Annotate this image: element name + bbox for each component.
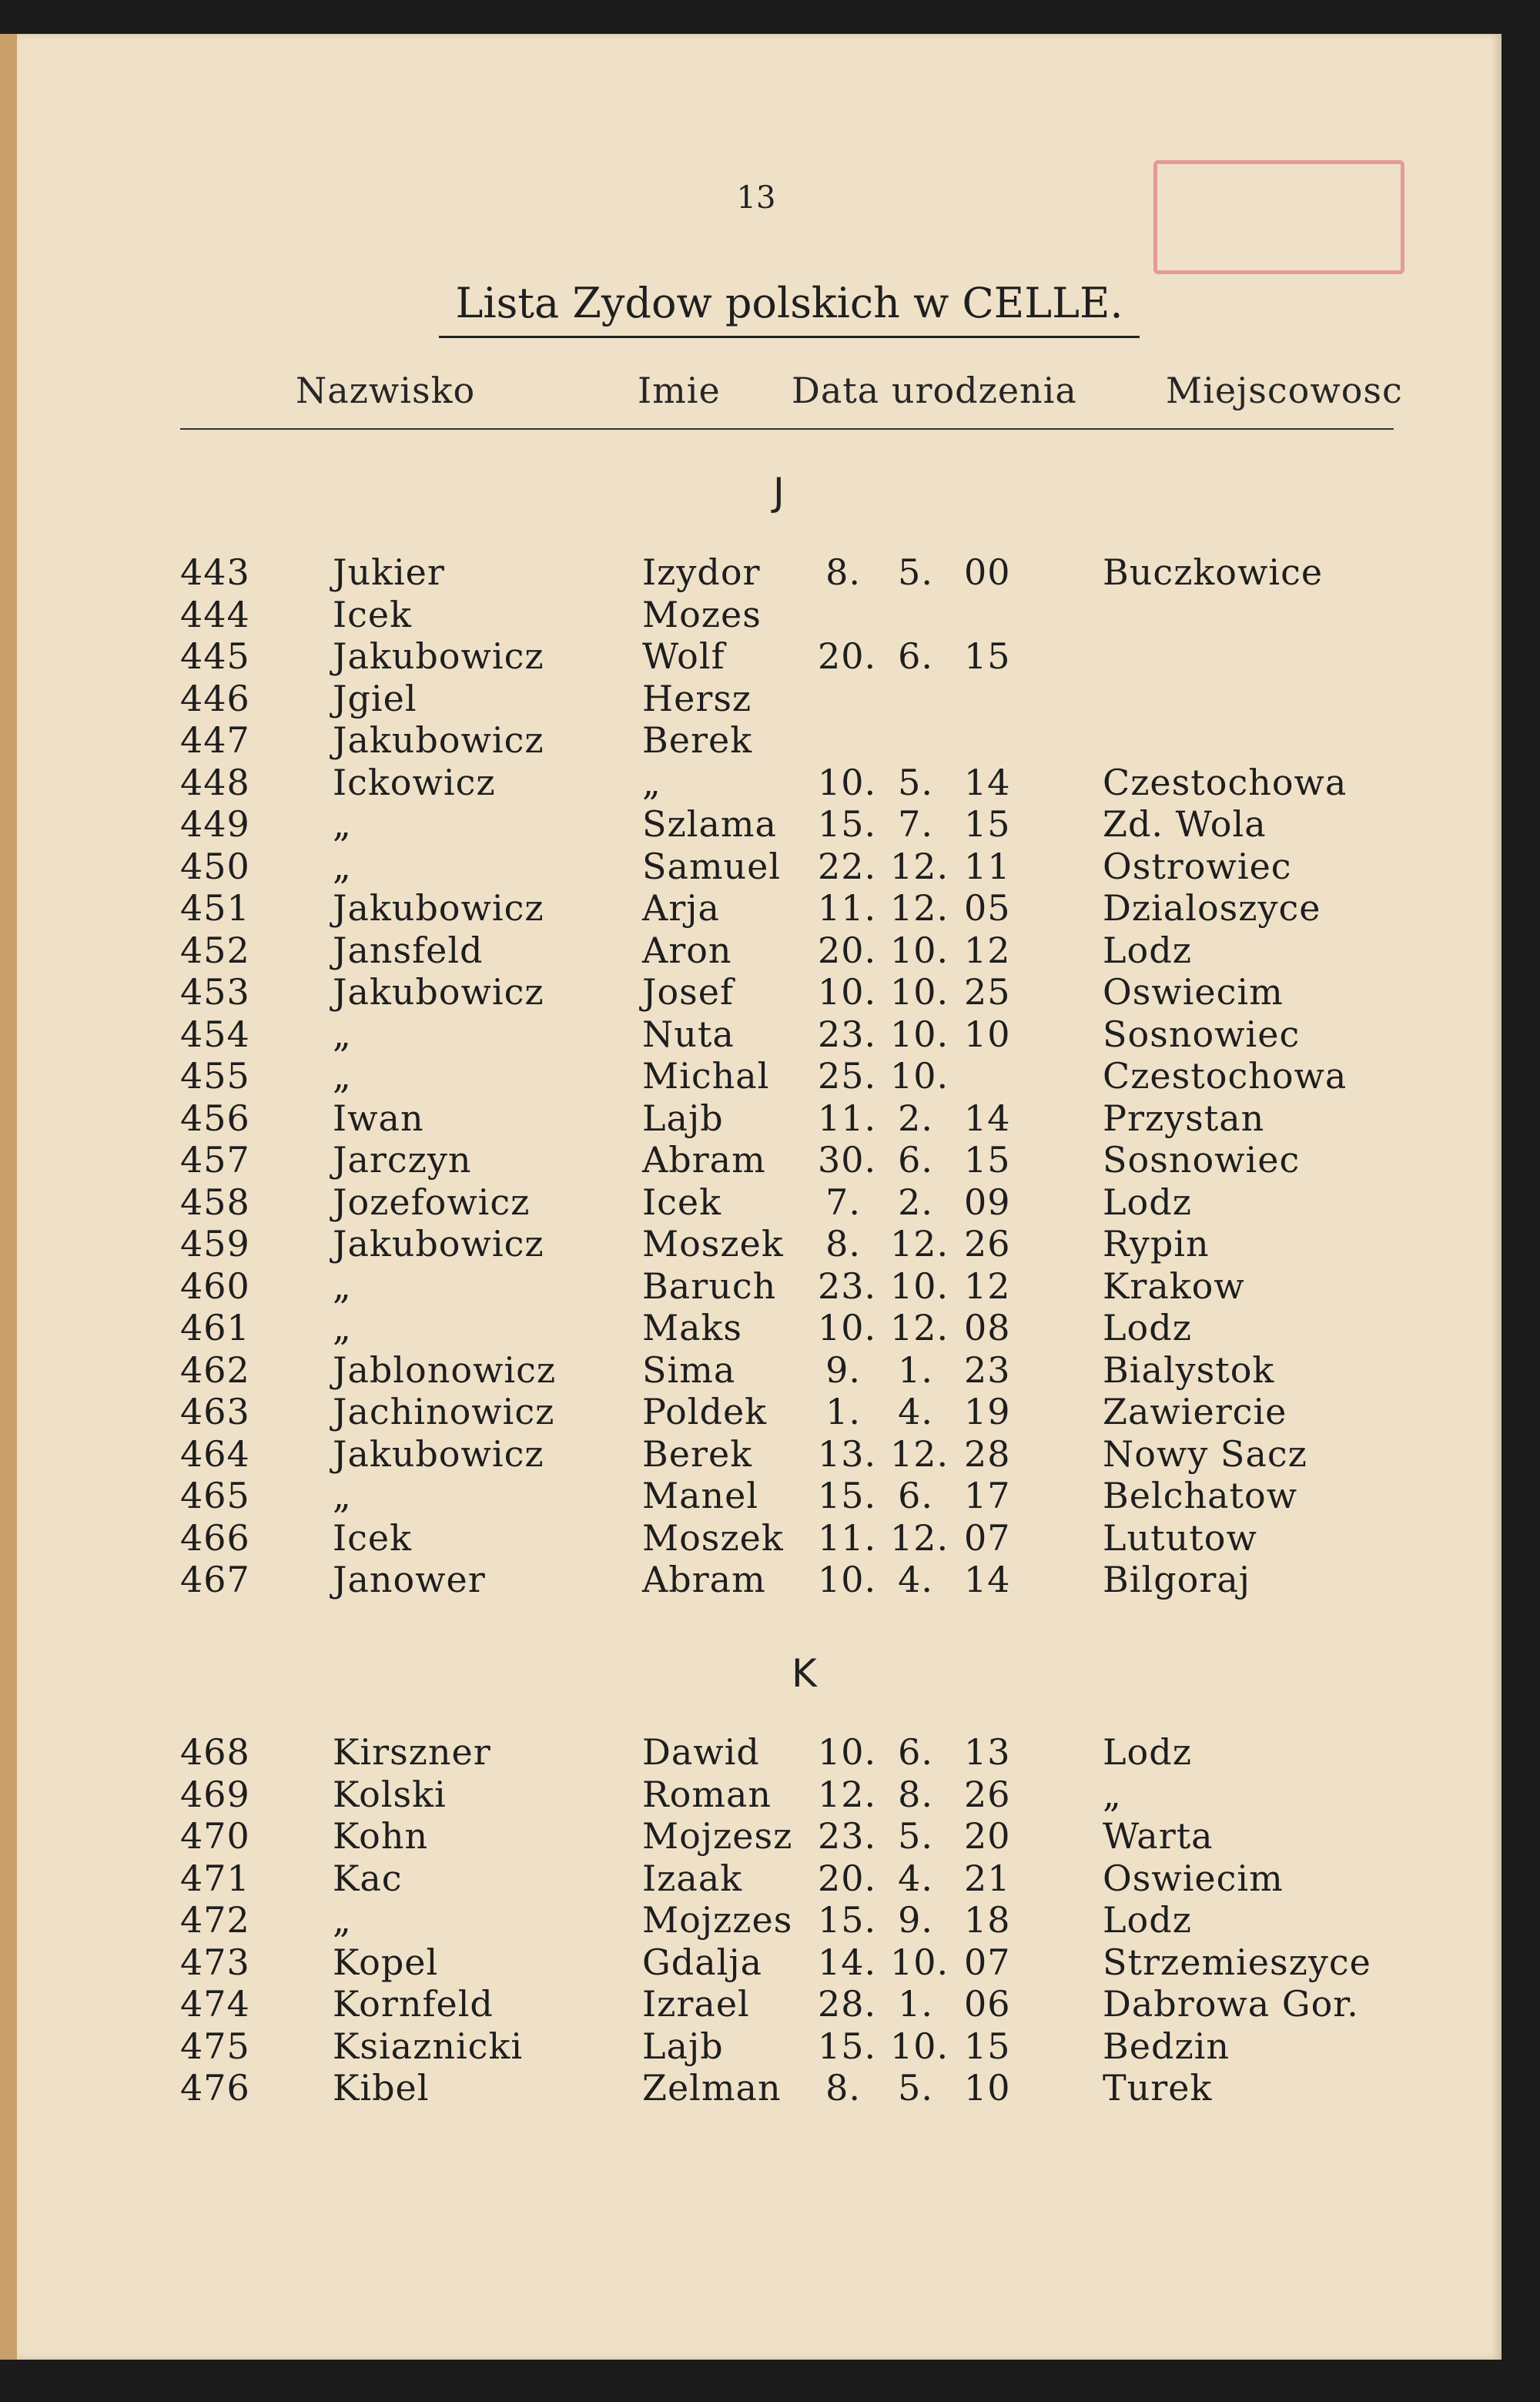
entry-birth-month: 5. <box>898 1815 933 1857</box>
table-row <box>17 1391 1518 1433</box>
entry-first-name: „ <box>642 761 661 803</box>
entry-first-name: Moszek <box>642 1223 784 1265</box>
entry-place: Oswiecim <box>1103 1857 1284 1899</box>
entry-birth-month: 10. <box>890 929 949 971</box>
entry-number: 466 <box>180 1516 250 1559</box>
entry-place: Buczkowice <box>1103 551 1324 593</box>
entry-surname: Jakubowicz <box>333 635 544 677</box>
table-row <box>17 551 1518 594</box>
entry-number: 470 <box>180 1815 250 1857</box>
entry-birth-day: 8. <box>825 551 861 593</box>
header-birth-date: Data urodzenia <box>792 370 1077 411</box>
entry-birth-day: 10. <box>818 1307 877 1348</box>
entry-birth-month: 6. <box>898 635 933 677</box>
entry-number: 465 <box>180 1475 250 1516</box>
entry-birth-day: 11. <box>818 1516 877 1559</box>
table-row <box>17 1899 1518 1941</box>
entry-number: 468 <box>180 1731 250 1773</box>
table-row <box>17 803 1518 846</box>
entry-birth-month: 12. <box>890 1432 949 1475</box>
entry-birth-day: 9. <box>825 1348 861 1391</box>
entry-surname: Ickowicz <box>333 761 496 803</box>
entry-surname: Jablonowicz <box>333 1348 557 1391</box>
entry-birth-month: 10. <box>890 2025 949 2067</box>
entry-birth-month: 5. <box>898 551 933 593</box>
entry-surname: „ <box>333 1899 352 1941</box>
entry-birth-day: 8. <box>825 1223 861 1265</box>
entry-surname: Jukier <box>333 551 445 593</box>
entry-birth-month: 7. <box>898 803 933 845</box>
entry-surname: „ <box>333 1055 352 1097</box>
entry-birth-month: 8. <box>898 1773 933 1815</box>
entry-birth-day: 14. <box>818 1941 877 1983</box>
entry-birth-day: 11. <box>818 887 877 929</box>
entry-place: Bedzin <box>1103 2025 1230 2067</box>
entry-first-name: Josef <box>642 971 734 1013</box>
entry-birth-day: 25. <box>818 1055 877 1097</box>
entry-birth-year: 06 <box>964 1983 1011 2025</box>
table-row <box>17 1265 1518 1308</box>
entry-birth-year: 14 <box>964 1097 1011 1139</box>
entry-birth-month: 6. <box>898 1139 933 1181</box>
entry-surname: Icek <box>333 593 413 635</box>
entry-first-name: Samuel <box>642 845 782 887</box>
archive-stamp-box <box>1153 160 1404 274</box>
entry-number: 451 <box>180 887 250 929</box>
entry-place: Lodz <box>1103 1731 1192 1773</box>
section-letter-j: J <box>773 470 785 514</box>
table-row <box>17 2067 1518 2109</box>
entry-place: Ostrowiec <box>1103 845 1292 887</box>
entry-number: 467 <box>180 1559 250 1600</box>
entry-first-name: Roman <box>642 1773 772 1815</box>
entry-birth-month: 12. <box>890 1223 949 1265</box>
entry-first-name: Manel <box>642 1475 759 1516</box>
entry-surname: „ <box>333 1013 352 1055</box>
entry-first-name: Wolf <box>642 635 725 677</box>
entry-birth-year: 15 <box>964 803 1011 845</box>
entry-place: Czestochowa <box>1103 761 1348 803</box>
entry-first-name: Maks <box>642 1307 743 1348</box>
entry-place: Lodz <box>1103 929 1192 971</box>
entry-first-name: Icek <box>642 1181 722 1223</box>
entry-birth-year: 05 <box>964 887 1011 929</box>
entry-birth-day: 10. <box>818 1731 877 1773</box>
entry-birth-day: 15. <box>818 1475 877 1516</box>
entry-surname: Jakubowicz <box>333 887 544 929</box>
entry-birth-day: 22. <box>818 845 877 887</box>
entry-first-name: Mojzesz <box>642 1815 793 1857</box>
entry-place: Dabrowa Gor. <box>1103 1983 1359 2025</box>
entry-birth-day: 23. <box>818 1815 877 1857</box>
header-divider <box>180 428 1394 430</box>
entry-place: Przystan <box>1103 1097 1265 1139</box>
entry-surname: „ <box>333 1475 352 1516</box>
entry-birth-year: 09 <box>964 1181 1011 1223</box>
entry-birth-year: 12 <box>964 1265 1011 1307</box>
table-row <box>17 1139 1518 1181</box>
page-number: 13 <box>736 180 776 216</box>
entry-birth-day: 20. <box>818 929 877 971</box>
page-title: Lista Zydow polskich w CELLE. <box>455 279 1123 327</box>
entry-surname: Iwan <box>333 1097 424 1139</box>
entry-number: 459 <box>180 1223 250 1265</box>
entry-place: Zawiercie <box>1103 1391 1287 1432</box>
entry-birth-month: 4. <box>898 1857 933 1899</box>
entry-place: Oswiecim <box>1103 971 1284 1013</box>
entry-first-name: Sima <box>642 1348 736 1391</box>
entry-birth-day: 15. <box>818 1899 877 1941</box>
entry-place: Rypin <box>1103 1223 1210 1265</box>
entry-place: „ <box>1103 1773 1122 1815</box>
entry-number: 461 <box>180 1307 250 1348</box>
entry-first-name: Lajb <box>642 1097 724 1139</box>
table-row <box>17 1983 1518 2025</box>
entry-birth-day: 15. <box>818 803 877 845</box>
header-name: Imie <box>638 370 721 411</box>
entry-birth-day: 20. <box>818 1857 877 1899</box>
entry-place: Belchatow <box>1103 1475 1298 1516</box>
entry-surname: Jakubowicz <box>333 1223 544 1265</box>
entry-first-name: Szlama <box>642 803 777 845</box>
table-row <box>17 1475 1518 1517</box>
entry-first-name: Arja <box>642 887 720 929</box>
entry-number: 457 <box>180 1139 250 1181</box>
entry-surname: „ <box>333 803 352 845</box>
entry-place: Bialystok <box>1103 1348 1275 1391</box>
entry-surname: Jgiel <box>333 677 417 719</box>
entry-birth-year: 23 <box>964 1348 1011 1391</box>
entry-birth-month: 10. <box>890 1265 949 1307</box>
entry-birth-day: 8. <box>825 2067 861 2109</box>
entry-number: 471 <box>180 1857 250 1899</box>
entry-first-name: Poldek <box>642 1391 768 1432</box>
entry-number: 473 <box>180 1941 250 1983</box>
table-row <box>17 1517 1518 1559</box>
entry-birth-month: 10. <box>890 1941 949 1983</box>
entry-birth-day: 11. <box>818 1097 877 1139</box>
entry-birth-year: 28 <box>964 1432 1011 1475</box>
entry-birth-month: 12. <box>890 1516 949 1559</box>
entry-number: 449 <box>180 803 250 845</box>
entry-birth-month: 12. <box>890 1307 949 1348</box>
entry-birth-year: 15 <box>964 635 1011 677</box>
entry-number: 450 <box>180 845 250 887</box>
entry-birth-month: 5. <box>898 2067 933 2109</box>
entry-birth-year: 07 <box>964 1941 1011 1983</box>
entry-number: 444 <box>180 593 250 635</box>
table-row <box>17 1307 1518 1349</box>
entry-birth-year: 15 <box>964 2025 1011 2067</box>
table-row <box>17 971 1518 1013</box>
table-row <box>17 1559 1518 1601</box>
entry-birth-year: 14 <box>964 761 1011 803</box>
entry-number: 448 <box>180 761 250 803</box>
entry-birth-year: 13 <box>964 1731 1011 1773</box>
entry-first-name: Lajb <box>642 2025 724 2067</box>
section-k-rows <box>17 1731 1518 2109</box>
entry-number: 447 <box>180 719 250 761</box>
table-row <box>17 1731 1518 1774</box>
entry-birth-year: 10 <box>964 1013 1011 1055</box>
entry-number: 464 <box>180 1432 250 1475</box>
entry-birth-year: 20 <box>964 1815 1011 1857</box>
entry-surname: Kibel <box>333 2067 430 2109</box>
document-page <box>0 34 1502 2360</box>
entry-number: 476 <box>180 2067 250 2109</box>
entry-surname: Jakubowicz <box>333 719 544 761</box>
entry-birth-month: 12. <box>890 887 949 929</box>
table-row <box>17 1858 1518 1900</box>
entry-birth-day: 20. <box>818 635 877 677</box>
entry-surname: Jakubowicz <box>333 1432 544 1475</box>
entry-birth-day: 10. <box>818 971 877 1013</box>
entry-birth-day: 15. <box>818 2025 877 2067</box>
entry-place: Nowy Sacz <box>1103 1432 1307 1475</box>
entry-place: Dzialoszyce <box>1103 887 1321 929</box>
entry-surname: „ <box>333 1265 352 1307</box>
table-row <box>17 1097 1518 1140</box>
entry-place: Warta <box>1103 1815 1214 1857</box>
entry-birth-day: 23. <box>818 1265 877 1307</box>
entry-surname: Kirszner <box>333 1731 491 1773</box>
title-underline <box>439 336 1140 338</box>
entry-birth-day: 1. <box>825 1391 861 1432</box>
entry-birth-year: 00 <box>964 551 1011 593</box>
entry-first-name: Michal <box>642 1055 770 1097</box>
entry-first-name: Berek <box>642 1432 753 1475</box>
entry-birth-day: 10. <box>818 1559 877 1600</box>
entry-surname: „ <box>333 845 352 887</box>
entry-number: 443 <box>180 551 250 593</box>
entry-first-name: Mojzzes <box>642 1899 793 1941</box>
entry-surname: Kac <box>333 1857 403 1899</box>
table-row <box>17 887 1518 930</box>
entry-birth-month: 1. <box>898 1983 933 2025</box>
entry-birth-year: 14 <box>964 1559 1011 1600</box>
entry-place: Turek <box>1103 2067 1213 2109</box>
entry-place: Krakow <box>1103 1265 1245 1307</box>
entry-number: 453 <box>180 971 250 1013</box>
entry-place: Lututow <box>1103 1516 1257 1559</box>
entry-birth-day: 10. <box>818 761 877 803</box>
table-row <box>17 1223 1518 1265</box>
entry-number: 460 <box>180 1265 250 1307</box>
header-surname: Nazwisko <box>296 370 476 411</box>
entry-first-name: Zelman <box>642 2067 782 2109</box>
entry-birth-year: 12 <box>964 929 1011 971</box>
entry-place: Lodz <box>1103 1899 1192 1941</box>
header-place: Miejscowosc <box>1166 370 1403 411</box>
entry-first-name: Baruch <box>642 1265 777 1307</box>
entry-first-name: Mozes <box>642 593 762 635</box>
entry-number: 458 <box>180 1181 250 1223</box>
entry-birth-month: 10. <box>890 1055 949 1097</box>
entry-place: Sosnowiec <box>1103 1013 1301 1055</box>
entry-surname: Janower <box>333 1559 486 1600</box>
entry-birth-day: 13. <box>818 1432 877 1475</box>
entry-first-name: Hersz <box>642 677 752 719</box>
entry-birth-year: 21 <box>964 1857 1011 1899</box>
table-row <box>17 1349 1518 1392</box>
table-row <box>17 930 1518 972</box>
table-row <box>17 1433 1518 1476</box>
entry-first-name: Izrael <box>642 1983 750 2025</box>
table-row <box>17 1815 1518 1858</box>
entry-birth-month: 4. <box>898 1391 933 1432</box>
entry-birth-year: 15 <box>964 1139 1011 1181</box>
entry-birth-month: 6. <box>898 1475 933 1516</box>
entry-birth-month: 2. <box>898 1181 933 1223</box>
entry-birth-month: 6. <box>898 1731 933 1773</box>
entry-place: Bilgoraj <box>1103 1559 1251 1600</box>
entry-number: 469 <box>180 1773 250 1815</box>
entry-surname: Jachinowicz <box>333 1391 555 1432</box>
entry-birth-month: 10. <box>890 1013 949 1055</box>
entry-first-name: Izaak <box>642 1857 743 1899</box>
entry-first-name: Aron <box>642 929 732 971</box>
entry-number: 456 <box>180 1097 250 1139</box>
entry-surname: Icek <box>333 1516 413 1559</box>
entry-birth-month: 5. <box>898 761 933 803</box>
table-row <box>17 1013 1518 1056</box>
entry-birth-day: 12. <box>818 1773 877 1815</box>
entry-place: Czestochowa <box>1103 1055 1348 1097</box>
table-row <box>17 762 1518 804</box>
entry-birth-year: 17 <box>964 1475 1011 1516</box>
table-row <box>17 1181 1518 1224</box>
table-row <box>17 635 1518 678</box>
entry-birth-month: 12. <box>890 845 949 887</box>
entry-number: 452 <box>180 929 250 971</box>
table-row <box>17 1941 1518 1984</box>
entry-number: 474 <box>180 1983 250 2025</box>
entry-number: 472 <box>180 1899 250 1941</box>
entry-place: Lodz <box>1103 1181 1192 1223</box>
section-j-rows <box>17 551 1518 1601</box>
entry-birth-day: 7. <box>825 1181 861 1223</box>
entry-birth-month: 9. <box>898 1899 933 1941</box>
entry-birth-day: 23. <box>818 1013 877 1055</box>
entry-first-name: Moszek <box>642 1516 784 1559</box>
entry-surname: Jansfeld <box>333 929 484 971</box>
entry-surname: Jarczyn <box>333 1139 472 1181</box>
entry-first-name: Dawid <box>642 1731 760 1773</box>
entry-number: 475 <box>180 2025 250 2067</box>
table-row <box>17 719 1518 762</box>
entry-birth-month: 1. <box>898 1348 933 1391</box>
table-row <box>17 2025 1518 2068</box>
entry-birth-year: 19 <box>964 1391 1011 1432</box>
entry-first-name: Nuta <box>642 1013 735 1055</box>
entry-place: Sosnowiec <box>1103 1139 1301 1181</box>
entry-surname: Kornfeld <box>333 1983 494 2025</box>
entry-number: 446 <box>180 677 250 719</box>
entry-place: Zd. Wola <box>1103 803 1267 845</box>
entry-first-name: Berek <box>642 719 753 761</box>
entry-birth-year: 26 <box>964 1773 1011 1815</box>
table-row <box>17 1774 1518 1816</box>
entry-birth-year: 08 <box>964 1307 1011 1348</box>
entry-place: Strzemieszyce <box>1103 1941 1371 1983</box>
entry-surname: „ <box>333 1307 352 1348</box>
table-row <box>17 1055 1518 1097</box>
entry-birth-year: 07 <box>964 1516 1011 1559</box>
entry-number: 445 <box>180 635 250 677</box>
entry-surname: Ksiaznicki <box>333 2025 524 2067</box>
entry-birth-month: 10. <box>890 971 949 1013</box>
entry-birth-year: 26 <box>964 1223 1011 1265</box>
entry-number: 462 <box>180 1348 250 1391</box>
entry-birth-year: 18 <box>964 1899 1011 1941</box>
section-letter-k: K <box>792 1651 817 1696</box>
entry-first-name: Gdalja <box>642 1941 763 1983</box>
entry-number: 455 <box>180 1055 250 1097</box>
entry-surname: Jakubowicz <box>333 971 544 1013</box>
entry-first-name: Izydor <box>642 551 761 593</box>
entry-birth-year: 11 <box>964 845 1011 887</box>
entry-birth-day: 28. <box>818 1983 877 2025</box>
table-row <box>17 594 1518 636</box>
table-row <box>17 846 1518 888</box>
entry-surname: Jozefowicz <box>333 1181 531 1223</box>
entry-surname: Kohn <box>333 1815 429 1857</box>
entry-first-name: Abram <box>642 1139 766 1181</box>
entry-surname: Kopel <box>333 1941 439 1983</box>
entry-birth-year: 10 <box>964 2067 1011 2109</box>
entry-first-name: Abram <box>642 1559 766 1600</box>
entry-number: 454 <box>180 1013 250 1055</box>
entry-place: Lodz <box>1103 1307 1192 1348</box>
entry-number: 463 <box>180 1391 250 1432</box>
entry-birth-day: 30. <box>818 1139 877 1181</box>
entry-surname: Kolski <box>333 1773 447 1815</box>
entry-birth-month: 2. <box>898 1097 933 1139</box>
table-row <box>17 678 1518 720</box>
entry-birth-year: 25 <box>964 971 1011 1013</box>
entry-birth-month: 4. <box>898 1559 933 1600</box>
